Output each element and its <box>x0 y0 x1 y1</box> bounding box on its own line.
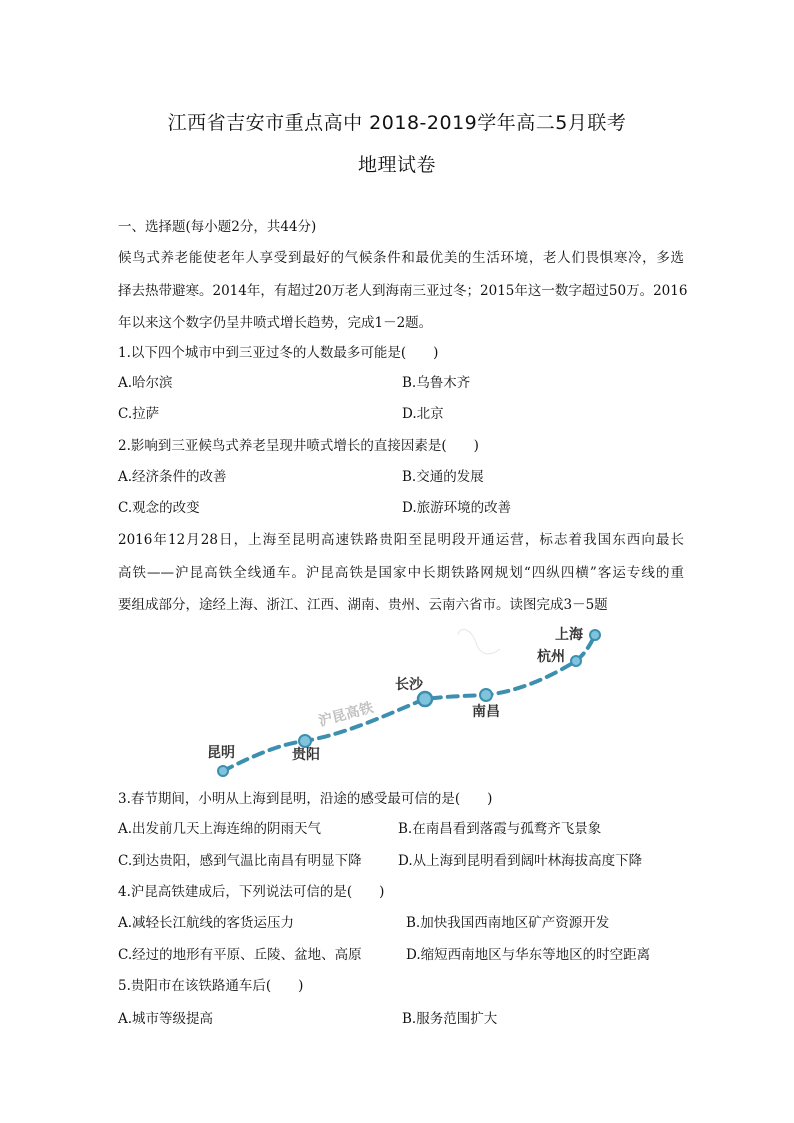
q4-option-c: C.经过的地形有平原、丘陵、盆地、高原 <box>118 947 362 963</box>
q3-stem: 3.春节期间，小明从上海到昆明，沿途的感受最可信的是( ) <box>118 791 493 807</box>
exam-subtitle: 地理试卷 <box>357 154 436 176</box>
q4-option-d: D.缩短西南地区与华东等地区的时空距离 <box>406 947 651 963</box>
q3-option-d: D.从上海到昆明看到阔叶林海拔高度下降 <box>398 853 643 869</box>
q1-option-b: B.乌鲁木齐 <box>402 375 471 391</box>
station-guiyang <box>299 735 311 747</box>
rail-route-map <box>190 615 630 790</box>
q3-option-a: A.出发前几天上海连绵的阴雨天气 <box>118 821 322 837</box>
q2-option-b: B.交通的发展 <box>402 469 484 485</box>
label-changsha: 长沙 <box>395 677 423 693</box>
label-hangzhou: 杭州 <box>537 649 565 665</box>
q5-stem: 5.贵阳市在该铁路通车后( ) <box>118 978 304 994</box>
section-heading: 一、选择题(每小题2分，共44分) <box>118 219 317 235</box>
passage2-line2: 高铁——沪昆高铁全线通车。沪昆高铁是国家中长期铁路网规划“四纵四横”客运专线的重 <box>118 565 684 581</box>
q1-option-d: D.北京 <box>402 406 444 422</box>
q5-option-a: A.城市等级提高 <box>118 1011 214 1027</box>
q1-option-c: C.拉萨 <box>118 406 160 422</box>
q4-option-a: A.减轻长江航线的客货运压力 <box>118 915 295 931</box>
station-shanghai <box>590 630 600 640</box>
q2-option-d: D.旅游环境的改善 <box>402 500 512 516</box>
q2-option-a: A.经济条件的改善 <box>118 469 227 485</box>
label-nanchang: 南昌 <box>472 704 500 720</box>
passage2-line1: 2016年12月28日，上海至昆明高速铁路贵阳至昆明段开通运营，标志着我国东西向最长 <box>118 532 684 548</box>
exam-title: 江西省吉安市重点高中 2018-2019学年高二5月联考 <box>167 112 627 134</box>
station-kunming <box>218 766 228 776</box>
q1-option-a: A.哈尔滨 <box>118 375 173 391</box>
label-shanghai: 上海 <box>555 627 583 643</box>
label-kunming: 昆明 <box>207 745 235 761</box>
q5-option-b: B.服务范围扩大 <box>402 1011 498 1027</box>
passage1-line2: 择去热带避寒。2014年，有超过20万老人到海南三亚过冬；2015年这一数字超过50万。2016 <box>118 283 688 299</box>
label-guiyang: 贵阳 <box>292 747 320 763</box>
q3-option-b: B.在南昌看到落霞与孤鹜齐飞景象 <box>398 821 602 837</box>
q3-option-c: C.到达贵阳，感到气温比南昌有明显下降 <box>118 853 362 869</box>
station-nanchang <box>480 689 492 701</box>
passage2-line3: 要组成部分，途经上海、浙江、江西、湖南、贵州、云南六省市。读图完成3－5题 <box>118 597 608 613</box>
passage1-line3: 年以来这个数字仍呈井喷式增长趋势，完成1－2题。 <box>118 315 433 331</box>
q1-stem: 1.以下四个城市中到三亚过冬的人数最多可能是( ) <box>118 345 439 361</box>
q4-option-b: B.加快我国西南地区矿产资源开发 <box>406 915 610 931</box>
station-changsha <box>418 692 432 706</box>
q4-stem: 4.沪昆高铁建成后，下列说法可信的是( ) <box>118 884 385 900</box>
map-faint-sketch <box>458 629 500 653</box>
q2-option-c: C.观念的改变 <box>118 500 200 516</box>
q2-stem: 2.影响到三亚候鸟式养老呈现井喷式增长的直接因素是( ) <box>118 438 479 454</box>
passage1-line1: 候鸟式养老能使老年人享受到最好的气候条件和最优美的生活环境，老人们畏惧寒冷，多选 <box>118 250 684 266</box>
route-label: 沪昆高铁 <box>316 699 376 730</box>
station-hangzhou <box>571 656 581 666</box>
